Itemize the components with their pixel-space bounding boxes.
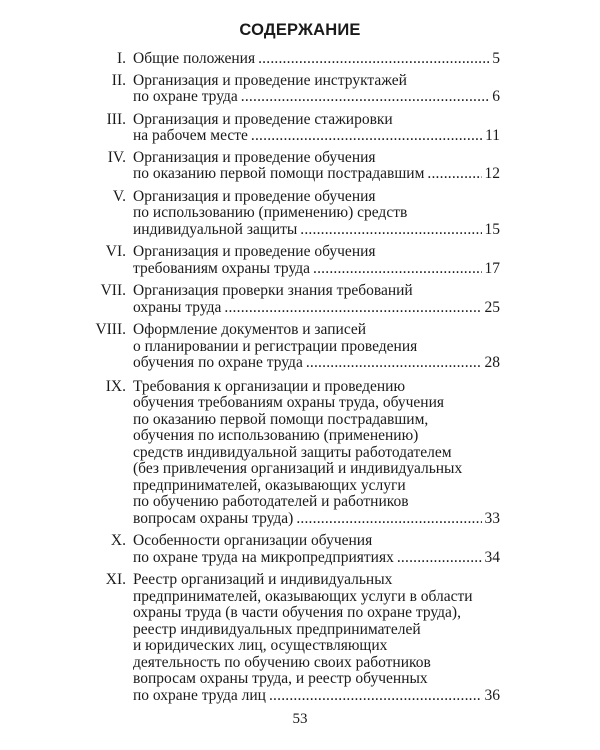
toc-entry-line: средств индивидуальной защиты работодателем	[133, 443, 452, 461]
toc-entry-last-line	[133, 688, 500, 705]
toc-entry-line: вопросам охраны труда)	[133, 509, 294, 527]
dot-leader	[296, 511, 481, 528]
dot-leader	[251, 128, 482, 145]
toc-entry-body	[133, 112, 500, 145]
toc-entry-line: Организация и проведение обучения	[133, 243, 376, 260]
dot-leader	[300, 222, 481, 239]
dot-leader	[224, 300, 481, 317]
toc-entry-line: Организация и проведение обучения	[133, 187, 376, 205]
toc-entry-line: индивидуальной защиты	[133, 220, 298, 238]
toc-entry	[60, 379, 500, 528]
dot-leader	[269, 688, 482, 705]
toc-entry-page: 36	[484, 686, 500, 704]
toc-entry-last-line	[133, 89, 500, 106]
page-number: 53	[292, 711, 308, 727]
toc-entry-line: Общие положения	[133, 50, 256, 67]
toc-entry-line: деятельность по обучению своих работников	[133, 653, 431, 671]
toc-entry-number: V.	[112, 187, 126, 205]
toc-entry-line: Организация и проведение инструктажей	[133, 71, 407, 89]
toc-entry-body	[133, 322, 500, 372]
dot-leader	[306, 355, 482, 372]
toc-entry-last-line	[133, 355, 500, 372]
toc-entry	[60, 572, 500, 704]
toc-entry-last-line	[133, 222, 500, 239]
toc-entry-page: 28	[484, 354, 500, 371]
toc-entry-line: по оказанию первой помощи пострадавшим,	[133, 410, 429, 428]
toc-entry-line: обучения по использованию (применению)	[133, 427, 419, 444]
toc-entry	[60, 244, 500, 277]
toc-entry-line: Организация проверки знания требований	[133, 282, 413, 299]
toc-entry-last-line	[133, 550, 500, 567]
dot-leader	[241, 89, 489, 106]
dot-leader	[313, 261, 481, 278]
toc-entry-line: по охране труда	[133, 88, 238, 105]
toc-entry-number: III.	[106, 110, 126, 128]
toc-entry-line: обучения требованиям охраны труда, обучения	[133, 394, 445, 411]
toc-entry	[60, 533, 500, 566]
toc-entry-line: по оказанию первой помощи пострадавшим	[133, 165, 425, 182]
toc-entry	[60, 112, 500, 145]
toc-entry-line: реестр индивидуальных предпринимателей	[133, 620, 421, 638]
toc-entry-page: 12	[484, 165, 500, 182]
toc-entry-line: по обучению работодателей и работников	[133, 493, 409, 510]
dot-leader	[258, 51, 489, 68]
toc-entry-body	[133, 244, 500, 277]
toc-entry-line: (без привлечения организаций и индивидуальных	[133, 460, 463, 477]
toc-entry-number: II.	[111, 71, 126, 89]
toc-entry-number: I.	[116, 50, 126, 67]
toc-entry-body	[133, 283, 500, 316]
toc-entry-body	[133, 189, 500, 239]
toc-entry-line: Требования к организации и проведению	[133, 377, 406, 395]
toc-entry-line: по охране труда на микропредприятиях	[133, 548, 394, 566]
toc-entry-line: охраны труда	[133, 298, 222, 316]
toc-entry-number: IX.	[105, 377, 126, 395]
toc-entry-number: X.	[110, 532, 126, 549]
toc-entry-last-line	[133, 261, 500, 278]
dot-leader	[397, 550, 482, 567]
toc-entry-line: на рабочем месте	[133, 127, 248, 144]
toc-entry-line: о планировании и регистрации проведения	[133, 337, 418, 355]
toc-entry-line: обучения по охране труда	[133, 354, 303, 371]
toc-entry-body	[133, 51, 500, 68]
toc-entry-number: VII.	[100, 282, 126, 299]
toc-entry-line: предпринимателей, оказывающих услуги в области	[133, 587, 473, 605]
toc-entry	[60, 51, 500, 68]
toc-entry-line: Особенности организации обучения	[133, 532, 373, 549]
toc-entry-body	[133, 73, 500, 106]
toc-entry	[60, 283, 500, 316]
toc-entry-line: Организация и проведение стажировки	[133, 110, 393, 128]
toc-entry-number: VI.	[105, 243, 126, 260]
toc-entry-last-line	[133, 166, 500, 183]
toc-entry	[60, 189, 500, 239]
toc-entry-line: Организация и проведение обучения	[133, 148, 376, 166]
toc-entry-line: по охране труда лиц	[133, 686, 266, 704]
page-title: СОДЕРЖАНИЕ	[239, 21, 361, 39]
toc-entry-page: 15	[484, 220, 500, 238]
toc-entry-number: IV.	[107, 148, 126, 166]
toc-entry-line: и юридических лиц, осуществляющих	[133, 637, 388, 654]
toc-entry-page: 11	[485, 127, 500, 144]
toc-entry-page: 6	[492, 88, 500, 105]
toc-entry-page: 34	[484, 548, 500, 566]
toc-entry-page: 17	[484, 259, 500, 277]
toc-entry-body	[133, 533, 500, 566]
toc-entry-last-line	[133, 51, 500, 68]
toc-entry	[60, 150, 500, 183]
table-of-contents	[60, 51, 500, 704]
toc-entry-last-line	[133, 511, 500, 528]
dot-leader	[427, 166, 481, 183]
toc-entry-page: 25	[484, 298, 500, 316]
toc-entry-page: 33	[484, 509, 500, 527]
toc-entry-body	[133, 150, 500, 183]
toc-entry	[60, 73, 500, 106]
toc-entry-number: VIII.	[95, 321, 126, 338]
toc-entry-page: 5	[492, 50, 500, 67]
toc-entry-line: требованиям охраны труда	[133, 259, 311, 277]
toc-entry-line: по использованию (применению) средств	[133, 204, 408, 221]
toc-entry-last-line	[133, 300, 500, 317]
toc-entry-line: охраны труда (в части обучения по охране труда),	[133, 604, 461, 621]
toc-entry-line: предпринимателей, оказывающих услуги	[133, 476, 406, 494]
toc-entry-line: Оформление документов и записей	[133, 321, 367, 338]
toc-entry-body	[133, 572, 500, 704]
toc-entry-last-line	[133, 128, 500, 145]
toc-entry	[60, 322, 500, 372]
toc-entry-number: XI.	[105, 571, 126, 588]
toc-entry-line: вопросам охраны труда, и реестр обученных	[133, 670, 428, 687]
toc-entry-line: Реестр организаций и индивидуальных	[133, 571, 393, 588]
toc-entry-body	[133, 379, 500, 528]
